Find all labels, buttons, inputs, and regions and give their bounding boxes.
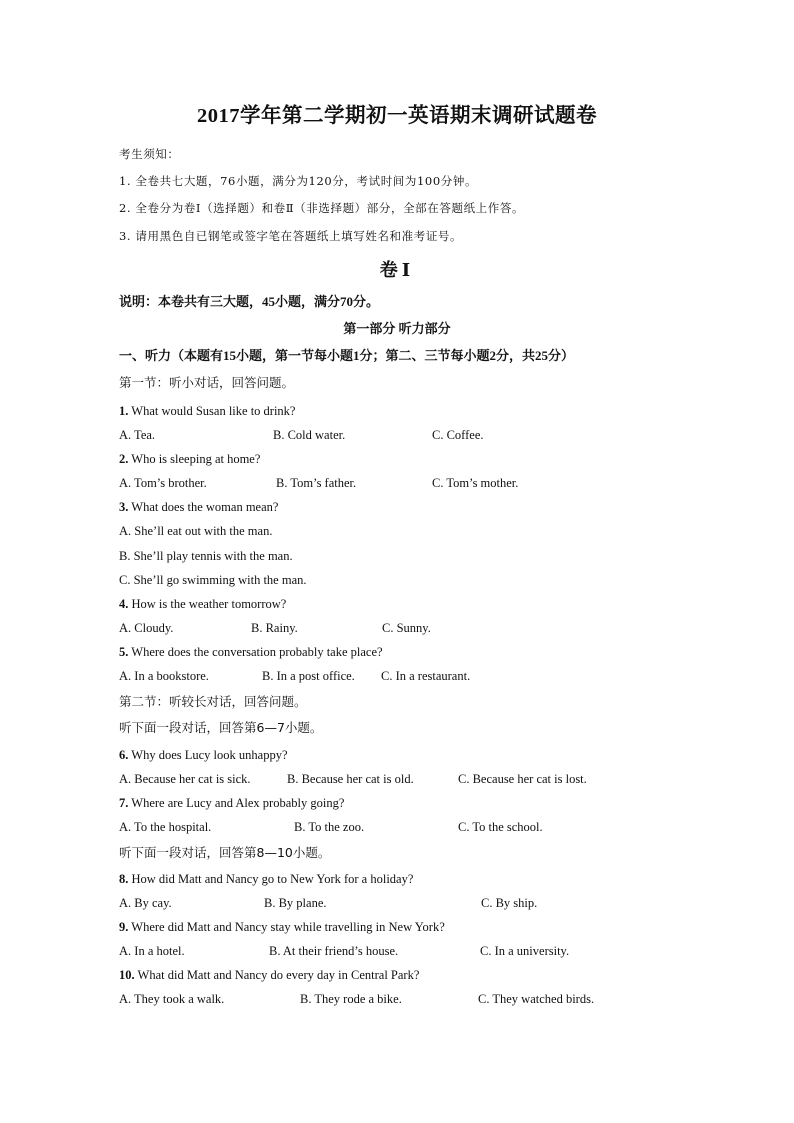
question-text: Where does the conversation probably take place? (128, 645, 383, 659)
option-a: A. They took a walk. (119, 992, 225, 1006)
option-a: A. Because her cat is sick. (119, 772, 251, 786)
question-7 (119, 795, 344, 811)
option-a: A. She’ll eat out with the man. (119, 524, 273, 538)
option-b: B. She’ll play tennis with the man. (119, 549, 293, 563)
question-number: 1. (119, 404, 129, 418)
option-c: C. Tom’s mother. (432, 476, 519, 490)
subsection-heading-1: 第一节：听小对话，回答问题。 (119, 375, 295, 390)
question-10 (119, 967, 419, 983)
option-b: B. Cold water. (273, 428, 346, 442)
question-number: 3. (119, 500, 129, 514)
option-c: C. In a restaurant. (381, 669, 471, 683)
option-b: B. Because her cat is old. (287, 772, 414, 786)
question-number: 8. (119, 872, 129, 886)
question-number: 4. (119, 597, 129, 611)
dialog-note-2: 听下面一段对话，回答第8—10小题。 (119, 845, 331, 860)
option-b: B. In a post office. (262, 669, 355, 683)
question-text: What would Susan like to drink? (128, 404, 296, 418)
subsection-heading-2: 第二节：听较长对话，回答问题。 (119, 694, 307, 709)
volume-note: 说明：本卷共有三大题，45小题，满分70分。 (119, 294, 380, 309)
section-heading: 一、听力（本题有15小题，第一节每小题1分；第二、三节每小题2分，共25分） (119, 348, 575, 363)
question-6 (119, 747, 288, 763)
option-b: B. They rode a bike. (300, 992, 402, 1006)
option-c: C. Because her cat is lost. (458, 772, 587, 786)
option-c: C. Sunny. (382, 621, 431, 635)
option-b: B. Rainy. (251, 621, 298, 635)
question-text: Why does Lucy look unhappy? (128, 748, 288, 762)
notice-item-1: 1. 全卷共七大题，76小题，满分为120分，考试时间为100分钟。 (119, 174, 478, 188)
option-a: A. Tea. (119, 428, 156, 442)
page-title: 2017学年第二学期初一英语期末调研试题卷 (197, 105, 597, 127)
option-a: A. To the hospital. (119, 820, 212, 834)
option-b: B. To the zoo. (294, 820, 365, 834)
volume-heading: 卷Ⅰ (379, 260, 415, 280)
question-1 (119, 403, 295, 419)
question-4 (119, 596, 286, 612)
dialog-note-1: 听下面一段对话，回答第6—7小题。 (119, 720, 323, 735)
question-text: How is the weather tomorrow? (128, 597, 287, 611)
question-number: 2. (119, 452, 129, 466)
question-text: What did Matt and Nancy do every day in Central Park? (134, 968, 420, 982)
question-text: Where did Matt and Nancy stay while travelling in New York? (128, 920, 445, 934)
option-c: C. They watched birds. (478, 992, 595, 1006)
question-text: Who is sleeping at home? (128, 452, 261, 466)
question-number: 5. (119, 645, 129, 659)
notice-item-2: 2. 全卷分为卷Ⅰ（选择题）和卷Ⅱ（非选择题）部分，全部在答题纸上作答。 (119, 201, 525, 215)
question-number: 10. (119, 968, 135, 982)
option-a: A. In a bookstore. (119, 669, 209, 683)
notice-heading: 考生须知： (119, 147, 180, 161)
question-5 (119, 644, 383, 660)
option-b: B. At their friend’s house. (269, 944, 399, 958)
question-number: 7. (119, 796, 129, 810)
notice-item-3: 3. 请用黑色自已钢笔或签字笔在答题纸上填写姓名和准考证号。 (119, 229, 463, 243)
option-a: A. Tom’s brother. (119, 476, 207, 490)
option-c: C. By ship. (481, 896, 538, 910)
question-text: Where are Lucy and Alex probably going? (128, 796, 345, 810)
question-number: 9. (119, 920, 129, 934)
option-c: C. To the school. (458, 820, 543, 834)
option-a: A. Cloudy. (119, 621, 174, 635)
question-9 (119, 919, 445, 935)
option-b: B. Tom’s father. (276, 476, 357, 490)
question-number: 6. (119, 748, 129, 762)
part-title: 第一部分 听力部分 (343, 321, 451, 336)
option-c: C. Coffee. (432, 428, 484, 442)
option-a: A. By cay. (119, 896, 172, 910)
option-c: C. In a university. (480, 944, 570, 958)
question-2 (119, 451, 260, 467)
question-8 (119, 871, 413, 887)
option-a: A. In a hotel. (119, 944, 185, 958)
question-text: What does the woman mean? (128, 500, 279, 514)
question-3 (119, 499, 278, 515)
option-b: B. By plane. (264, 896, 327, 910)
question-text: How did Matt and Nancy go to New York for a holiday? (128, 872, 414, 886)
option-c: C. She’ll go swimming with the man. (119, 573, 307, 587)
